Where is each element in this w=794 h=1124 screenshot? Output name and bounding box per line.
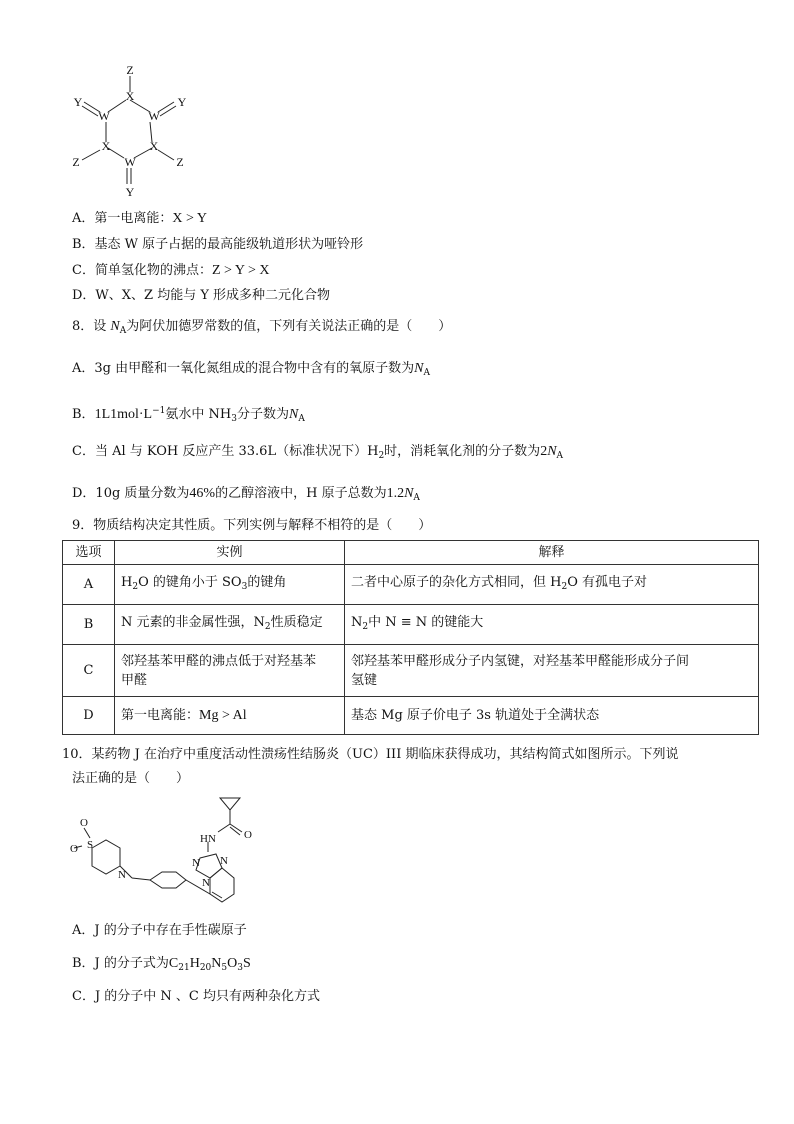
row-example: N 元素的非金属性强，$N_2$性质稳定 bbox=[115, 605, 345, 645]
atom-y-right: Y bbox=[177, 95, 187, 109]
q7-option-b: B．基态 W 原子占据的最高能级轨道形状为哑铃形 bbox=[72, 237, 364, 252]
atom-w-bottom: W bbox=[124, 155, 136, 169]
row-example: 邻羟基苯甲醛的沸点低于对羟基苯 甲醛 bbox=[115, 645, 345, 697]
row-explanation: 基态 Mg 原子价电子 3s 轨道处于全满状态 bbox=[345, 697, 759, 735]
table-row bbox=[63, 697, 759, 735]
atom-o2: O bbox=[70, 843, 78, 855]
atom-o-amide: O bbox=[244, 829, 252, 841]
atom-x-left: X bbox=[101, 139, 111, 153]
molecule-j-structure bbox=[70, 790, 270, 910]
table-row bbox=[63, 605, 759, 645]
atom-o1: O bbox=[80, 817, 88, 829]
q9-stem: 9．物质结构决定其性质。下列实例与解释不相符的是（ ） bbox=[72, 518, 432, 533]
atom-w-right: W bbox=[148, 109, 160, 123]
row-option: D bbox=[63, 697, 115, 735]
q7-option-a: A．第一电离能：X > Y bbox=[72, 211, 207, 226]
atom-n-a: N bbox=[192, 857, 200, 869]
row-explanation: 二者中心原子的杂化方式相同，但 $H_2O$ 有孤电子对 bbox=[345, 565, 759, 605]
table-row bbox=[63, 645, 759, 697]
q8-option-d: D．10g 质量分数为46%的乙醇溶液中，H 原子总数为$1.2N_A$ bbox=[72, 486, 420, 503]
row-example: $H_2O$ 的键角小于 $SO_3$的键角 bbox=[115, 565, 345, 605]
atom-z-left: Z bbox=[72, 155, 80, 169]
atom-y-bottom: Y bbox=[125, 185, 135, 199]
ring-structure-figure bbox=[60, 60, 200, 200]
atom-n-b: N bbox=[220, 855, 228, 867]
atom-z-right: Z bbox=[176, 155, 184, 169]
q8-option-c: C．当 Al 与 KOH 反应产生 33.6L（标准状况下）$H_2$时，消耗氧化剂的分子数为$2N_A$ bbox=[72, 444, 564, 461]
table-row bbox=[63, 565, 759, 605]
atom-x-right: X bbox=[149, 139, 159, 153]
atom-y-left: Y bbox=[73, 95, 83, 109]
q9-table bbox=[62, 540, 759, 735]
row-option: B bbox=[63, 605, 115, 645]
atom-x-top: X bbox=[125, 89, 135, 103]
atom-hn: HN bbox=[200, 833, 216, 845]
q10-option-a: A．J 的分子中存在手性碳原子 bbox=[72, 923, 247, 938]
row-option: A bbox=[63, 565, 115, 605]
header-option: 选项 bbox=[63, 541, 115, 565]
header-example: 实例 bbox=[115, 541, 345, 565]
q8-option-b: B．$1L1mol\cdot L^{-1}$氨水中 $NH_3$分子数为$N_A$ bbox=[72, 406, 305, 424]
header-explanation: 解释 bbox=[345, 541, 759, 565]
row-explanation: 邻羟基苯甲醛形成分子内氢键，对羟基苯甲醛能形成分子间 氢键 bbox=[345, 645, 759, 697]
q10-option-c: C．J 的分子中 N 、C 均只有两种杂化方式 bbox=[72, 989, 321, 1004]
atom-z-top: Z bbox=[126, 63, 134, 77]
q10-stem-line1: 10．某药物 J 在治疗中重度活动性溃疡性结肠炎（UC）III 期临床获得成功，其结构简式如图所示。下列说 bbox=[62, 747, 679, 762]
atom-n-c: N bbox=[202, 877, 210, 889]
q10-option-b: B．J 的分子式为$C_{21}H_{20}N_5O_3S$ bbox=[72, 956, 251, 973]
table-header-row bbox=[63, 541, 759, 565]
q10-stem-line2: 法正确的是（ ） bbox=[72, 771, 190, 786]
atom-s: S bbox=[86, 839, 94, 851]
q7-option-d: D．W、X、Z 均能与 Y 形成多种二元化合物 bbox=[72, 288, 331, 303]
row-explanation: $N_2$中 N ≡ N 的键能大 bbox=[345, 605, 759, 645]
row-example: 第一电离能：Mg > Al bbox=[115, 697, 345, 735]
q8-stem: 8．设 $N_A$为阿伏加德罗常数的值，下列有关说法正确的是（ ） bbox=[72, 319, 452, 336]
atom-w-left: W bbox=[98, 109, 110, 123]
q8-option-a: A．3g 由甲醛和一氧化氮组成的混合物中含有的氧原子数为$N_A$ bbox=[72, 361, 430, 378]
atom-n-ring: N bbox=[118, 869, 126, 881]
row-option: C bbox=[63, 645, 115, 697]
q7-option-c: C．简单氢化物的沸点：Z > Y > X bbox=[72, 263, 270, 278]
